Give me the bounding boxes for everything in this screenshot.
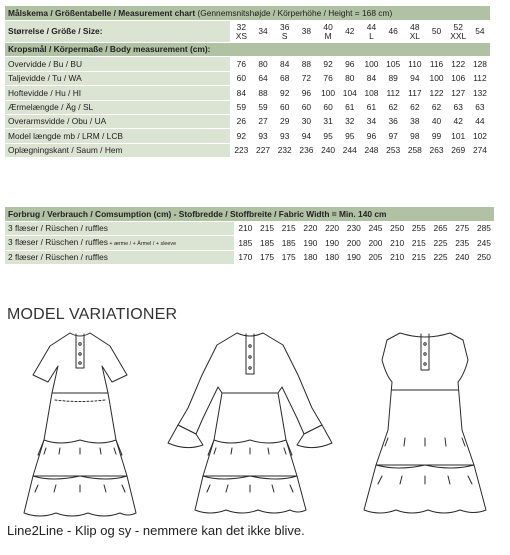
measurement-value: 96 — [339, 57, 361, 71]
measurement-value: 244 — [339, 143, 361, 157]
measurement-value: 92 — [231, 129, 253, 143]
measurement-row — [5, 57, 491, 71]
measurement-value: 31 — [317, 114, 339, 128]
measurement-value: 63 — [469, 100, 491, 114]
measurement-chart — [4, 5, 491, 158]
consumption-label-text: 3 flæser / Rüschen / ruffles — [8, 237, 108, 248]
size-cell — [339, 21, 361, 43]
measurement-label: Model længde mb / LRM / LCB — [5, 129, 231, 143]
consumption-value: 205 — [365, 250, 387, 264]
measurement-value: 127 — [447, 86, 469, 100]
measurement-value: 100 — [317, 86, 339, 100]
measurement-value: 27 — [252, 114, 274, 128]
measurement-value: 96 — [296, 86, 318, 100]
measurement-value: 60 — [296, 100, 318, 114]
measurement-value: 108 — [361, 86, 383, 100]
measurement-value: 84 — [231, 86, 253, 100]
measurement-value: 38 — [404, 114, 426, 128]
measurement-value: 36 — [382, 114, 404, 128]
measurement-row — [5, 71, 491, 85]
measurement-value: 72 — [296, 71, 318, 85]
measurement-label: Ærmelængde / Äg / SL — [5, 100, 231, 114]
measurement-value: 263 — [426, 143, 448, 157]
consumption-label — [5, 250, 235, 264]
measurement-label: Taljevidde / Tu / WA — [5, 71, 231, 85]
consumption-title: Forbrug / Verbrauch / Comsumption (cm) - Stofbredde / Stoffbreite / Fabric Width = Min. 140 cm — [5, 207, 495, 222]
measurement-value: 122 — [426, 86, 448, 100]
measurement-value: 112 — [382, 86, 404, 100]
footer-tagline: Line2Line - Klip og sy - nemmere kan det ikke blive. — [7, 523, 305, 538]
size-header-row — [5, 21, 491, 43]
measurement-label: Overvidde / Bu / BU — [5, 57, 231, 71]
size-number: 40 — [323, 21, 333, 32]
size-label: Størrelse / Größe / Size: — [5, 21, 231, 43]
measurement-value: 88 — [252, 86, 274, 100]
measurement-value: 61 — [361, 100, 383, 114]
measurement-value: 80 — [252, 57, 274, 71]
measurement-value: 102 — [469, 129, 491, 143]
consumption-value: 190 — [321, 236, 343, 250]
measurement-value: 84 — [361, 71, 383, 85]
size-number: 54 — [475, 26, 485, 37]
measurement-value: 101 — [447, 129, 469, 143]
measurement-value: 89 — [382, 71, 404, 85]
measurement-value: 112 — [469, 71, 491, 85]
size-number: 34 — [258, 26, 268, 37]
size-letter: XS — [235, 30, 247, 41]
measurement-value: 97 — [382, 129, 404, 143]
consumption-value: 250 — [473, 250, 495, 264]
size-cell — [404, 21, 426, 43]
consumption-value: 170 — [235, 250, 257, 264]
measurement-row — [5, 86, 491, 100]
consumption-value: 210 — [235, 222, 257, 236]
consumption-value: 235 — [451, 236, 473, 250]
consumption-value: 210 — [386, 250, 408, 264]
measurement-value: 110 — [404, 57, 426, 71]
model-variations-heading: MODEL VARIATIONER — [7, 306, 178, 323]
measurement-value: 117 — [404, 86, 426, 100]
measurement-value: 26 — [231, 114, 253, 128]
measurement-value: 94 — [404, 71, 426, 85]
size-number: 32 — [236, 21, 246, 32]
measurement-value: 100 — [361, 57, 383, 71]
size-cell — [447, 21, 469, 43]
size-cell — [274, 21, 296, 43]
consumption-value: 180 — [321, 250, 343, 264]
size-cell — [317, 21, 339, 43]
measurement-value: 59 — [252, 100, 274, 114]
measurement-chart-subtitle: (Gennemsnitshøjde / Körperhöhe / Height = 168 cm) — [197, 7, 393, 18]
measurement-value: 128 — [469, 57, 491, 71]
consumption-value: 220 — [300, 222, 322, 236]
measurement-row — [5, 100, 491, 114]
measurement-row — [5, 114, 491, 128]
measurement-value: 68 — [274, 71, 296, 85]
measurement-value: 42 — [447, 114, 469, 128]
measurement-value: 99 — [426, 129, 448, 143]
size-letter: S — [281, 30, 288, 41]
consumption-label-extra: + ærme / + Ärmel / + sleeve — [107, 241, 177, 248]
dress-variations-illustration — [0, 330, 510, 520]
consumption-value: 245 — [365, 222, 387, 236]
size-cell — [252, 21, 274, 43]
consumption-value: 175 — [256, 250, 278, 264]
consumption-value: 240 — [451, 250, 473, 264]
consumption-value: 175 — [278, 250, 300, 264]
consumption-value: 230 — [343, 222, 365, 236]
consumption-value: 185 — [235, 236, 257, 250]
measurement-value: 93 — [252, 129, 274, 143]
measurement-value: 44 — [469, 114, 491, 128]
measurement-value: 60 — [274, 100, 296, 114]
size-cell — [231, 21, 253, 43]
size-number: 46 — [388, 26, 398, 37]
consumption-table — [4, 206, 495, 265]
size-number: 36 — [280, 21, 290, 32]
measurement-value: 62 — [426, 100, 448, 114]
consumption-value: 225 — [430, 250, 452, 264]
measurement-value: 93 — [274, 129, 296, 143]
measurement-value: 59 — [231, 100, 253, 114]
size-letter: M — [324, 30, 332, 41]
consumption-value: 255 — [408, 222, 430, 236]
dress-short-sleeve-drawing — [24, 333, 136, 516]
consumption-value: 285 — [473, 222, 495, 236]
measurement-value: 94 — [296, 129, 318, 143]
size-number: 44 — [366, 21, 377, 32]
size-number: 50 — [431, 26, 442, 37]
measurement-value: 76 — [231, 57, 253, 71]
consumption-row — [5, 222, 495, 236]
measurement-value: 92 — [274, 86, 296, 100]
dress-sleeveless-drawing — [364, 333, 486, 513]
consumption-label-text: 2 flæser / Rüschen / ruffles — [8, 252, 108, 263]
consumption-value: 215 — [256, 222, 278, 236]
size-cell — [361, 21, 383, 43]
measurement-value: 80 — [339, 71, 361, 85]
measurement-chart-title: Målskema / Größentabelle / Measurement chart — [8, 7, 196, 18]
measurement-value: 30 — [296, 114, 318, 128]
measurement-label: Hoftevidde / Hu / HI — [5, 86, 231, 100]
measurement-value: 84 — [274, 57, 296, 71]
consumption-value: 215 — [408, 236, 430, 250]
dress-long-sleeve-drawing — [168, 333, 332, 513]
measurement-value: 96 — [361, 129, 383, 143]
measurement-value: 60 — [231, 71, 253, 85]
consumption-value: 265 — [430, 222, 452, 236]
body-measurement-section-row — [5, 43, 491, 57]
consumption-label — [5, 222, 235, 236]
measurement-chart-title-row — [5, 6, 491, 21]
consumption-value: 180 — [300, 250, 322, 264]
measurement-value: 95 — [339, 129, 361, 143]
consumption-title-row — [5, 207, 495, 222]
consumption-value: 215 — [408, 250, 430, 264]
measurement-value: 62 — [404, 100, 426, 114]
measurement-value: 34 — [361, 114, 383, 128]
measurement-value: 132 — [469, 86, 491, 100]
measurement-value: 122 — [447, 57, 469, 71]
consumption-row — [5, 250, 495, 264]
consumption-value: 275 — [451, 222, 473, 236]
measurement-value: 95 — [317, 129, 339, 143]
measurement-label: Oplægningskant / Saum / Hem — [5, 143, 231, 157]
size-cell — [426, 21, 448, 43]
measurement-value: 227 — [252, 143, 274, 157]
measurement-value: 269 — [447, 143, 469, 157]
measurement-value: 240 — [317, 143, 339, 157]
consumption-value: 210 — [386, 236, 408, 250]
consumption-label — [5, 236, 235, 250]
measurement-value: 223 — [231, 143, 253, 157]
body-measurement-title: Kropsmål / Körpermaße / Body measurement (cm): — [5, 43, 491, 57]
measurement-value: 92 — [317, 57, 339, 71]
measurement-row — [5, 143, 491, 157]
measurement-value: 116 — [426, 57, 448, 71]
consumption-value: 200 — [365, 236, 387, 250]
size-number: 48 — [410, 21, 420, 32]
measurement-value: 236 — [296, 143, 318, 157]
measurement-value: 60 — [317, 100, 339, 114]
size-letter: L — [369, 30, 374, 41]
measurement-value: 32 — [339, 114, 361, 128]
measurement-value: 106 — [447, 71, 469, 85]
size-letter: XL — [409, 30, 420, 41]
measurement-row — [5, 129, 491, 143]
consumption-value: 225 — [430, 236, 452, 250]
size-number: 38 — [301, 26, 312, 37]
measurement-value: 76 — [317, 71, 339, 85]
size-number: 42 — [345, 26, 355, 37]
measurement-value: 104 — [339, 86, 361, 100]
measurement-value: 29 — [274, 114, 296, 128]
consumption-value: 185 — [256, 236, 278, 250]
measurement-value: 64 — [252, 71, 274, 85]
measurement-value: 105 — [382, 57, 404, 71]
measurement-value: 100 — [426, 71, 448, 85]
consumption-value: 250 — [386, 222, 408, 236]
measurement-value: 61 — [339, 100, 361, 114]
consumption-value: 245 — [473, 236, 495, 250]
measurement-value: 40 — [426, 114, 448, 128]
measurement-value: 63 — [447, 100, 469, 114]
measurement-value: 248 — [361, 143, 383, 157]
size-cell — [382, 21, 404, 43]
measurement-value: 98 — [404, 129, 426, 143]
measurement-value: 88 — [296, 57, 318, 71]
measurement-value: 232 — [274, 143, 296, 157]
measurement-value: 253 — [382, 143, 404, 157]
consumption-value: 190 — [300, 236, 322, 250]
size-cell — [296, 21, 318, 43]
consumption-value: 185 — [278, 236, 300, 250]
measurement-value: 258 — [404, 143, 426, 157]
consumption-value: 220 — [321, 222, 343, 236]
measurement-label: Overarmsvidde / Obu / UA — [5, 114, 231, 128]
consumption-row — [5, 236, 495, 250]
measurement-value: 62 — [382, 100, 404, 114]
size-letter: XXL — [450, 30, 467, 41]
measurement-value: 274 — [469, 143, 491, 157]
size-cell — [469, 21, 491, 43]
size-number: 52 — [453, 21, 463, 32]
consumption-label-text: 3 flæser / Rüschen / ruffles — [8, 223, 108, 234]
consumption-value: 200 — [343, 236, 365, 250]
consumption-value: 190 — [343, 250, 365, 264]
consumption-value: 215 — [278, 222, 300, 236]
